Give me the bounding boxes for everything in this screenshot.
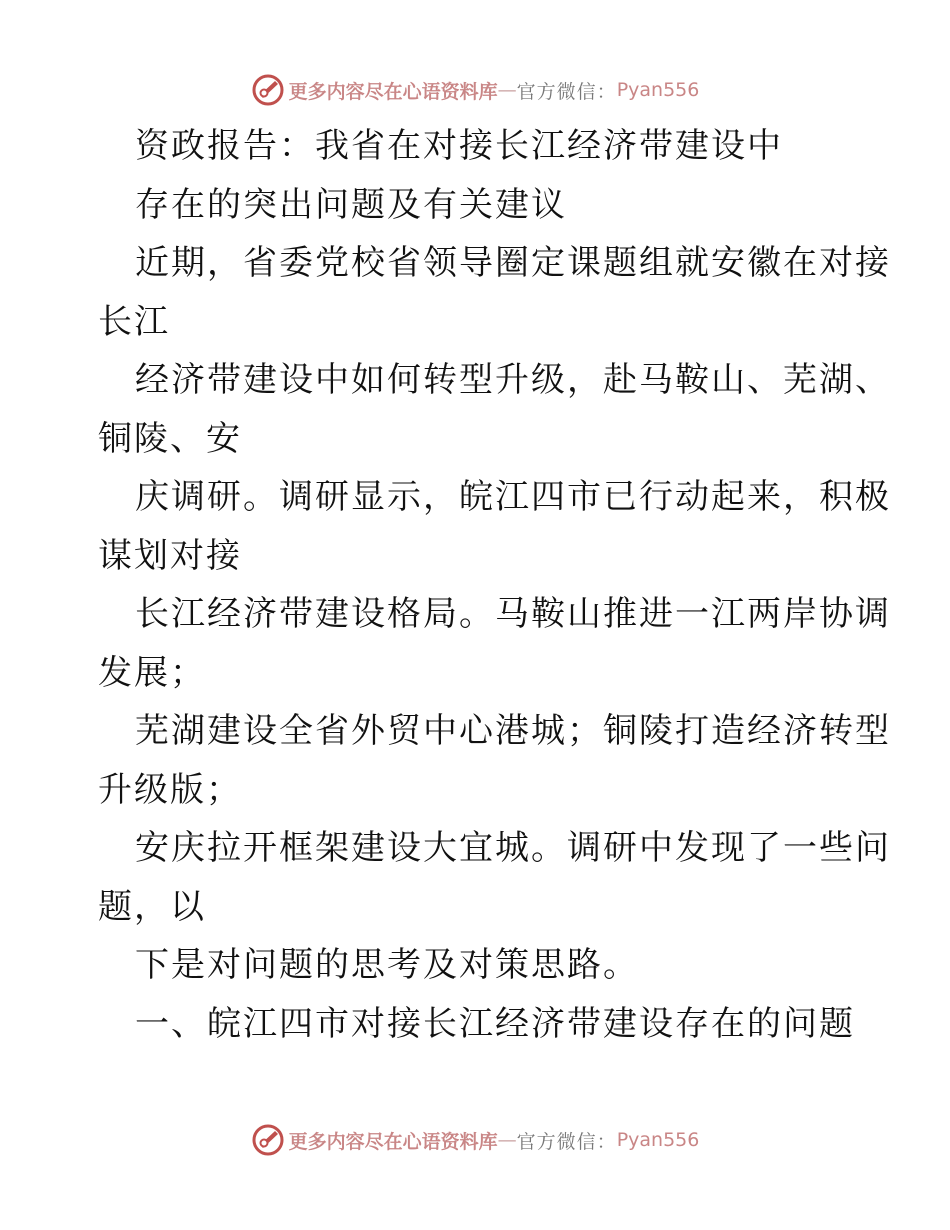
doc-line: 长江 <box>98 301 170 342</box>
watermark-account: Pyan556 <box>616 1129 700 1151</box>
doc-line: 安庆拉开框架建设大宜城。调研中发现了一些问 <box>135 828 891 868</box>
watermark-prefix: 更多内容尽在心语资料库 <box>288 80 498 103</box>
watermark-suffix: 官方微信： <box>516 1130 617 1153</box>
doc-line: 升级版； <box>98 769 242 810</box>
doc-line: 近期，省委党校省领导圈定课题组就安徽在对接 <box>135 243 891 283</box>
doc-line: 下是对问题的思考及对策思路。 <box>135 945 639 985</box>
footer-watermark <box>0 1120 950 1160</box>
header-watermark <box>0 70 950 110</box>
brand-logo-icon <box>251 1123 285 1157</box>
document-body <box>98 117 891 1053</box>
watermark-separator: — <box>497 79 517 101</box>
doc-line: 题，以 <box>98 886 206 927</box>
doc-line: 发展； <box>98 652 206 693</box>
doc-line: 资政报告：我省在对接长江经济带建设中 <box>135 126 783 166</box>
doc-line: 一、皖江四市对接长江经济带建设存在的问题 <box>135 1003 855 1044</box>
watermark-account: Pyan556 <box>616 79 700 101</box>
brand-logo-icon <box>251 73 285 107</box>
doc-line: 庆调研。调研显示，皖江四市已行动起来，积极 <box>135 477 891 517</box>
doc-line: 谋划对接 <box>98 535 242 576</box>
doc-line: 经济带建设中如何转型升级，赴马鞍山、芜湖、 <box>135 360 891 400</box>
doc-line: 芜湖建设全省外贸中心港城；铜陵打造经济转型 <box>135 711 891 751</box>
doc-line: 存在的突出问题及有关建议 <box>135 184 567 225</box>
doc-line: 铜陵、安 <box>98 418 242 459</box>
doc-line: 长江经济带建设格局。马鞍山推进一江两岸协调 <box>135 594 891 634</box>
watermark-separator: — <box>497 1129 517 1151</box>
watermark-prefix: 更多内容尽在心语资料库 <box>288 1130 498 1153</box>
watermark-suffix: 官方微信： <box>516 80 617 103</box>
